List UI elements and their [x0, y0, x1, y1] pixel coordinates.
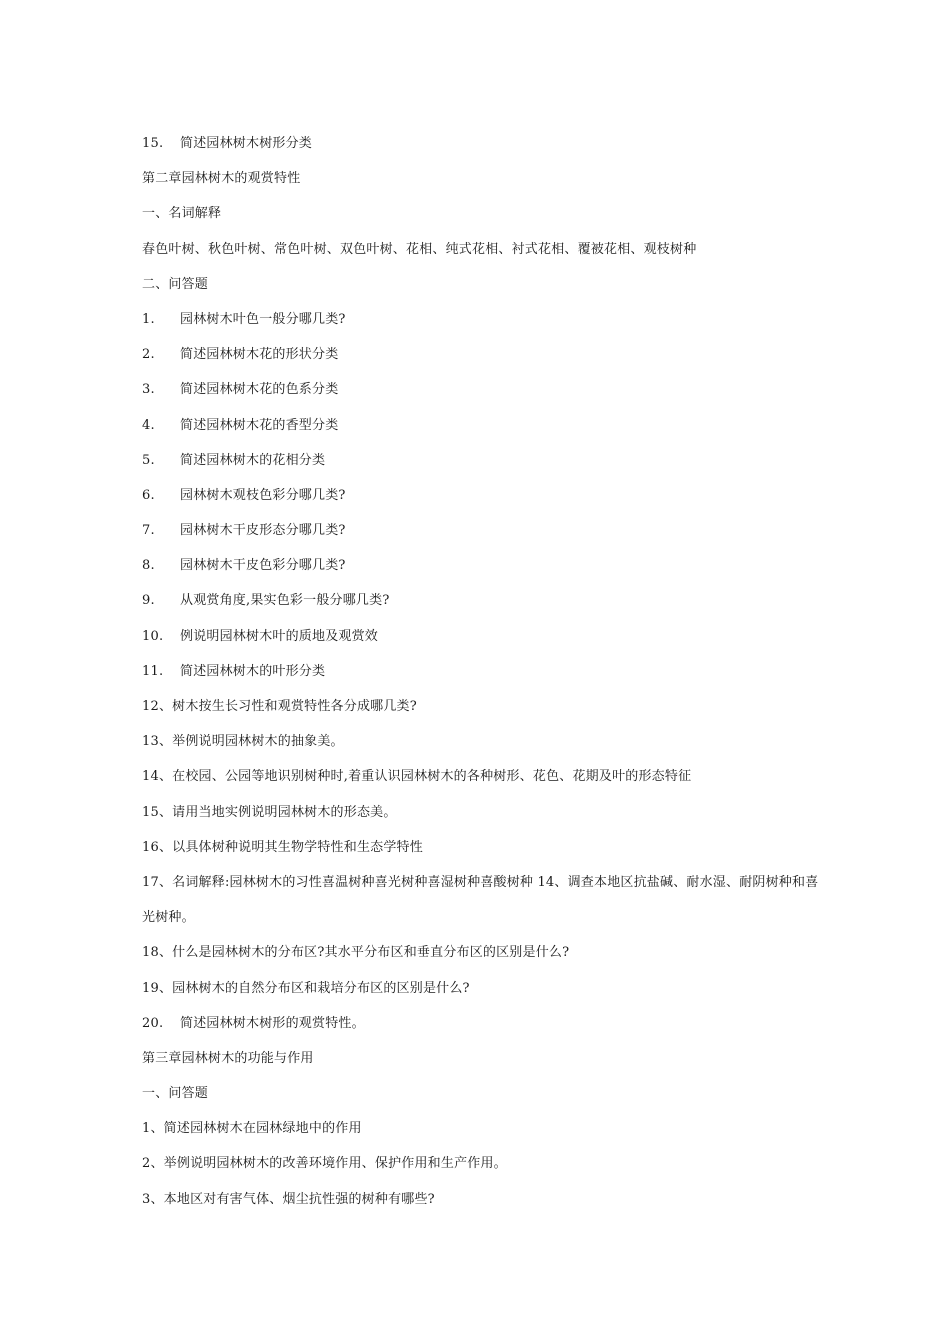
item-text: 简述园林树木的叶形分类: [180, 663, 326, 679]
item-text: 园林树木干皮形态分哪几类?: [180, 523, 346, 539]
item-text: 简述园林树木花的形状分类: [180, 347, 339, 363]
item-text: 一、问答题: [142, 1086, 209, 1102]
document-line: [142, 1146, 822, 1181]
document-line: [142, 759, 822, 794]
item-text: 简述园林树木花的色系分类: [180, 382, 339, 398]
item-text: 从观赏角度,果实色彩一般分哪几类?: [180, 593, 390, 609]
item-number: 1.: [142, 311, 155, 327]
document-line: [142, 548, 822, 583]
document-line: [142, 830, 822, 865]
item-number: 3.: [142, 382, 155, 398]
item-text: 19、园林树木的自然分布区和栽培分布区的区别是什么?: [142, 980, 470, 996]
document-line: [142, 865, 822, 935]
document-line: [142, 443, 822, 478]
document-line: [142, 619, 822, 654]
item-text: 例说明园林树木叶的质地及观赏效: [180, 628, 379, 644]
document-line: [142, 1182, 822, 1217]
item-text: 16、以具体树种说明其生物学特性和生态学特性: [142, 839, 423, 855]
item-text: 14、在校园、公园等地识别树种时,着重认识园林树木的各种树形、花色、花期及叶的形态特征: [142, 769, 692, 785]
document-line: [142, 583, 822, 618]
item-text: 13、举例说明园林树木的抽象美。: [142, 734, 344, 750]
item-text: 第二章园林树木的观赏特性: [142, 171, 301, 187]
document-line: [142, 1076, 822, 1111]
item-text: 17、名词解释:园林树木的习性喜温树种喜光树种喜湿树种喜酸树种 14、调查本地区抗盐碱、耐水湿、耐阴树种和喜光树种。: [142, 874, 819, 926]
document-line: [142, 372, 822, 407]
document-line: [142, 302, 822, 337]
item-number: 8.: [142, 558, 155, 574]
document-line: [142, 513, 822, 548]
item-text: 18、什么是园林树木的分布区?其水平分布区和垂直分布区的区别是什么?: [142, 945, 570, 961]
document-line: [142, 478, 822, 513]
item-text: 简述园林树木树形分类: [180, 136, 313, 151]
document-line: [142, 935, 822, 970]
document-body: [142, 126, 822, 1217]
item-text: 一、名词解释: [142, 206, 222, 222]
document-line: [142, 654, 822, 689]
document-line: [142, 267, 822, 302]
document-line: [142, 408, 822, 443]
item-text: 2、举例说明园林树木的改善环境作用、保护作用和生产作用。: [142, 1156, 507, 1172]
item-text: 3、本地区对有害气体、烟尘抗性强的树种有哪些?: [142, 1191, 435, 1207]
document-line: [142, 1041, 822, 1076]
document-line: [142, 795, 822, 830]
document-line: [142, 126, 822, 161]
item-text: 1、简述园林树木在园林绿地中的作用: [142, 1121, 362, 1137]
item-text: 第三章园林树木的功能与作用: [142, 1050, 314, 1066]
item-number: 5.: [142, 452, 155, 468]
document-line: [142, 689, 822, 724]
document-line: [142, 232, 822, 267]
item-number: 10.: [142, 628, 164, 644]
item-text: 园林树木干皮色彩分哪几类?: [180, 558, 346, 574]
item-number: 2.: [142, 347, 155, 363]
item-number: 11.: [142, 663, 164, 679]
item-number: 20.: [142, 1015, 164, 1031]
item-number: 4.: [142, 417, 155, 433]
document-line: [142, 724, 822, 759]
document-line: [142, 971, 822, 1006]
document-line: [142, 337, 822, 372]
item-text: 12、树木按生长习性和观赏特性各分成哪几类?: [142, 699, 417, 714]
item-number: 9.: [142, 593, 155, 609]
item-text: 简述园林树木树形的观赏特性。: [180, 1015, 365, 1031]
item-text: 简述园林树木的花相分类: [180, 452, 326, 468]
document-line: [142, 1111, 822, 1146]
item-text: 二、问答题: [142, 276, 209, 292]
item-text: 园林树木观枝色彩分哪几类?: [180, 487, 346, 503]
item-text: 园林树木叶色一般分哪几类?: [180, 311, 346, 327]
item-number: 6.: [142, 487, 155, 503]
item-text: 简述园林树木花的香型分类: [180, 417, 339, 433]
item-number: 15.: [142, 136, 164, 151]
item-text: 15、请用当地实例说明园林树木的形态美。: [142, 804, 397, 820]
item-text: 春色叶树、秋色叶树、常色叶树、双色叶树、花相、纯式花相、衬式花相、覆被花相、观枝树种: [142, 241, 697, 257]
document-line: [142, 1006, 822, 1041]
item-number: 7.: [142, 523, 155, 539]
document-line: [142, 196, 822, 231]
document-line: [142, 161, 822, 196]
